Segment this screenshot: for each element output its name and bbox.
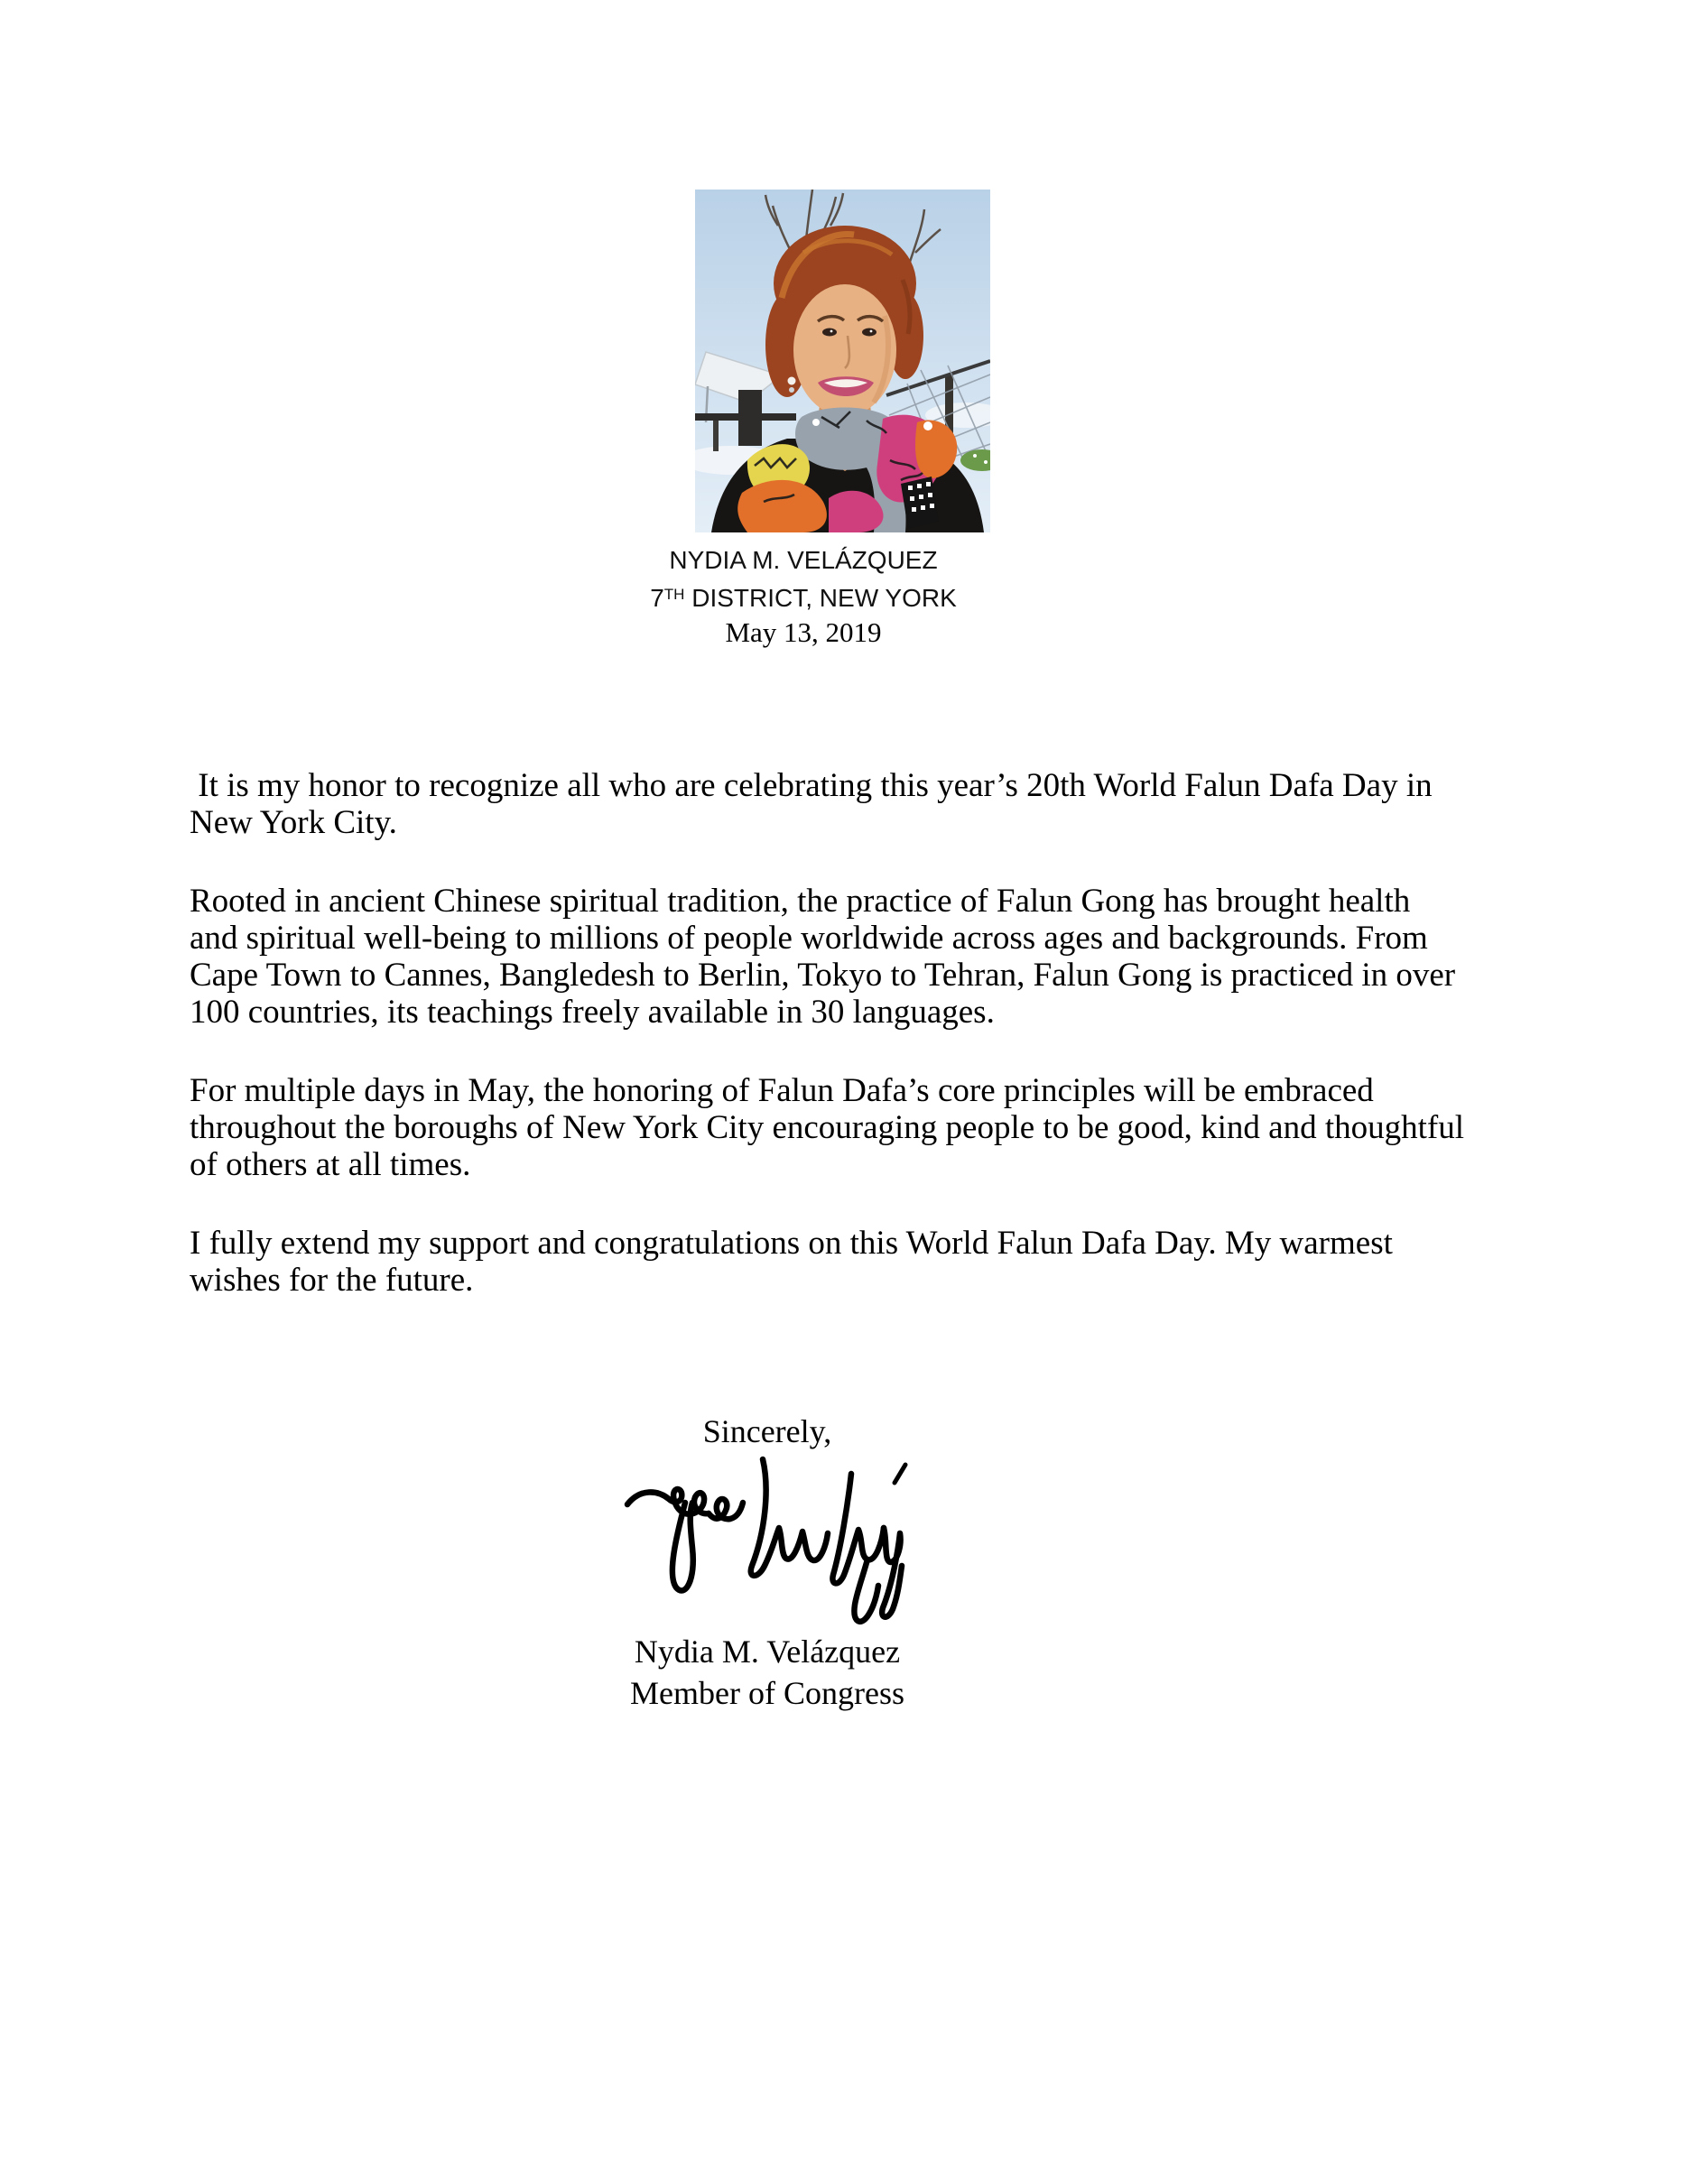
paragraph-2: Rooted in ancient Chinese spiritual tradition, the practice of Falun Gong has brought health and spiritual well-being to millions of people worldwide across ages and backgrounds. From Cape Town to Cannes, Bangledesh to Berlin, Tokyo to Tehran, Falun Gong is practiced in over 100 countries, its teachings freely available in 30 languages. xyxy=(190,883,1464,1031)
salutation: Sincerely, xyxy=(702,1413,832,1449)
handwritten-signature xyxy=(618,1450,916,1631)
district-ordinal: TH xyxy=(663,586,685,603)
paragraph-3: For multiple days in May, the honoring of Falun Dafa’s core principles will be embraced throughout the boroughs of New York City encouraging people to be good, kind and thoughtful of others at all times. xyxy=(190,1072,1473,1183)
signer-name: Nydia M. Velázquez xyxy=(634,1633,901,1670)
letter-date: May 13, 2019 xyxy=(725,616,882,648)
district-number: 7 xyxy=(650,584,664,612)
earring xyxy=(788,377,796,385)
portrait-photo-illustration xyxy=(695,190,990,532)
portrait-photo xyxy=(695,190,990,532)
signature-image xyxy=(618,1450,916,1631)
letterhead xyxy=(0,543,1607,650)
signer-title: Member of Congress xyxy=(630,1675,904,1711)
paragraph-4: I fully extend my support and congratulations on this World Falun Dafa Day. My warmest wishes for the future. xyxy=(190,1225,1402,1299)
letter-closing xyxy=(0,1412,1535,1714)
letter-body xyxy=(190,767,1473,1340)
paragraph-1: It is my honor to recognize all who are celebrating this year’s 20th World Falun Dafa Day in New York City. xyxy=(190,767,1441,841)
sender-district xyxy=(0,578,1607,615)
district-rest: DISTRICT, NEW YORK xyxy=(684,584,957,612)
sender-name: NYDIA M. VELÁZQUEZ xyxy=(669,546,938,574)
